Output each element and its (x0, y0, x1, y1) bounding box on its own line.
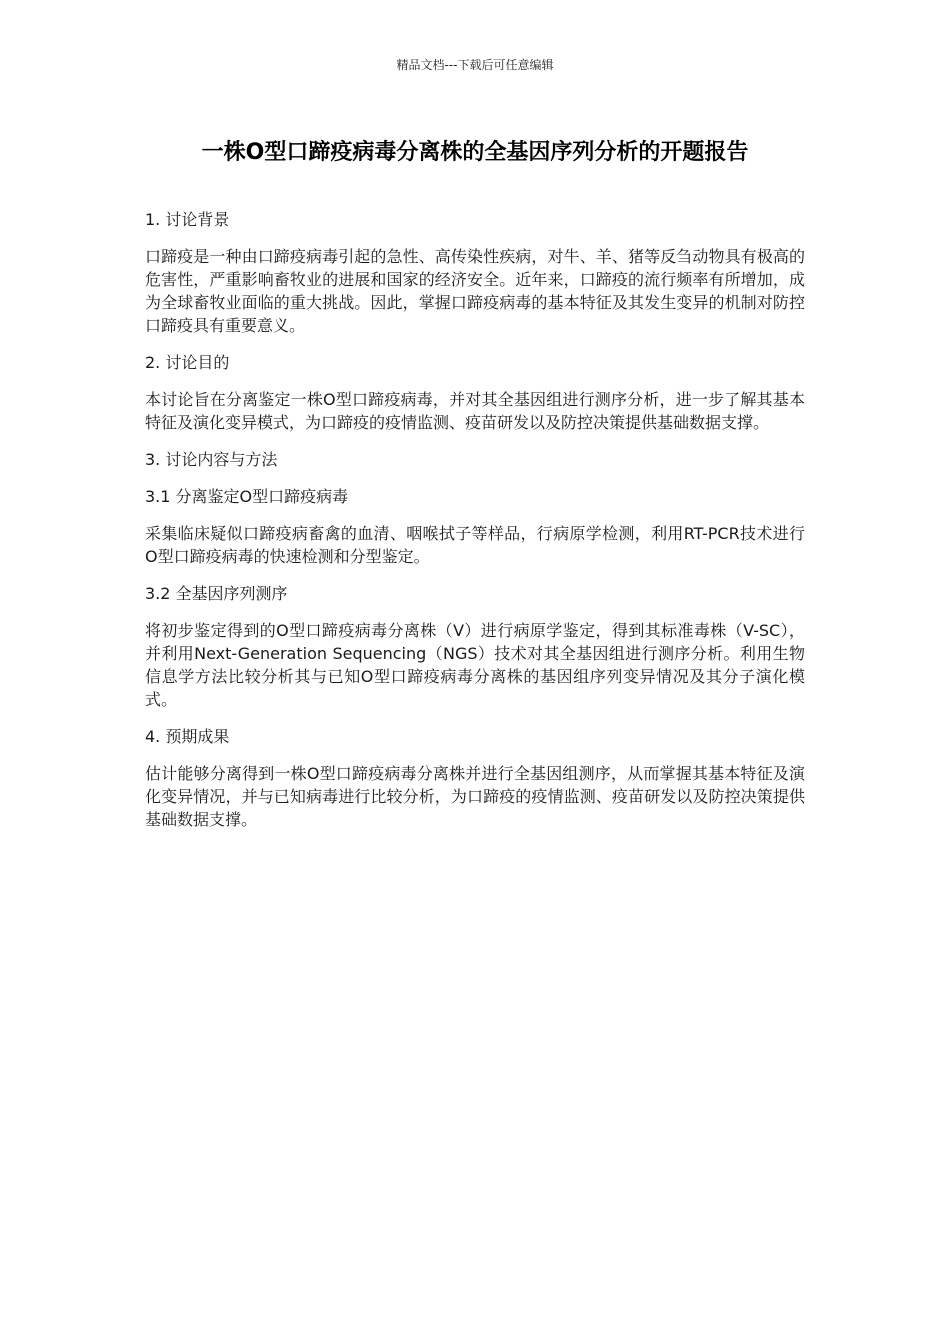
section-heading-isolation: 3.1 分离鉴定O型口蹄疫病毒 (145, 487, 349, 506)
section-heading-expected-results: 4. 预期成果 (145, 727, 230, 746)
section-heading-content-methods: 3. 讨论内容与方法 (145, 450, 278, 469)
section-heading-background: 1. 讨论背景 (145, 210, 230, 229)
section-paragraph-background: 口蹄疫是一种由口蹄疫病毒引起的急性、高传染性疾病，对牛、羊、猪等反刍动物具有极高的危害性，严重影响畜牧业的进展和国家的经济安全。近年来，口蹄疫的流行频率有所增加，成为全球畜牧业面临的重大挑战。因此，掌握口蹄疫病毒的基本特征及其发生变异的机制对防控口蹄疫具有重要意义。 (145, 247, 805, 335)
section-paragraph-expected-results: 估计能够分离得到一株O型口蹄疫病毒分离株并进行全基因组测序，从而掌握其基本特征及演化变异情况，并与已知病毒进行比较分析，为口蹄疫的疫情监测、疫苗研发以及防控决策提供基础数据支撑。 (145, 764, 805, 829)
section-paragraph-isolation: 采集临床疑似口蹄疫病畜禽的血清、咽喉拭子等样品，行病原学检测，利用RT-PCR技术进行O型口蹄疫病毒的快速检测和分型鉴定。 (145, 524, 805, 566)
section-paragraph-sequencing: 将初步鉴定得到的O型口蹄疫病毒分离株（V）进行病原学鉴定，得到其标准毒株（V-SC），并利用Next-Generation Sequencing（NGS）技术对其全基因组进行测序分析。利用生物信息学方法比较分析其与已知O型口蹄疫病毒分离株的基因组序列变异情况及其分子演化模式。 (145, 621, 805, 709)
section-heading-purpose: 2. 讨论目的 (145, 353, 230, 372)
section-paragraph-purpose: 本讨论旨在分离鉴定一株O型口蹄疫病毒，并对其全基因组进行测序分析，进一步了解其基本特征及演化变异模式，为口蹄疫的疫情监测、疫苗研发以及防控决策提供基础数据支撑。 (145, 390, 805, 432)
document-title: 一株O型口蹄疫病毒分离株的全基因序列分析的开题报告 (201, 140, 749, 165)
section-heading-sequencing: 3.2 全基因序列测序 (145, 584, 288, 603)
document-body (145, 208, 805, 845)
header-note: 精品文档---下载后可任意编辑 (396, 58, 554, 72)
